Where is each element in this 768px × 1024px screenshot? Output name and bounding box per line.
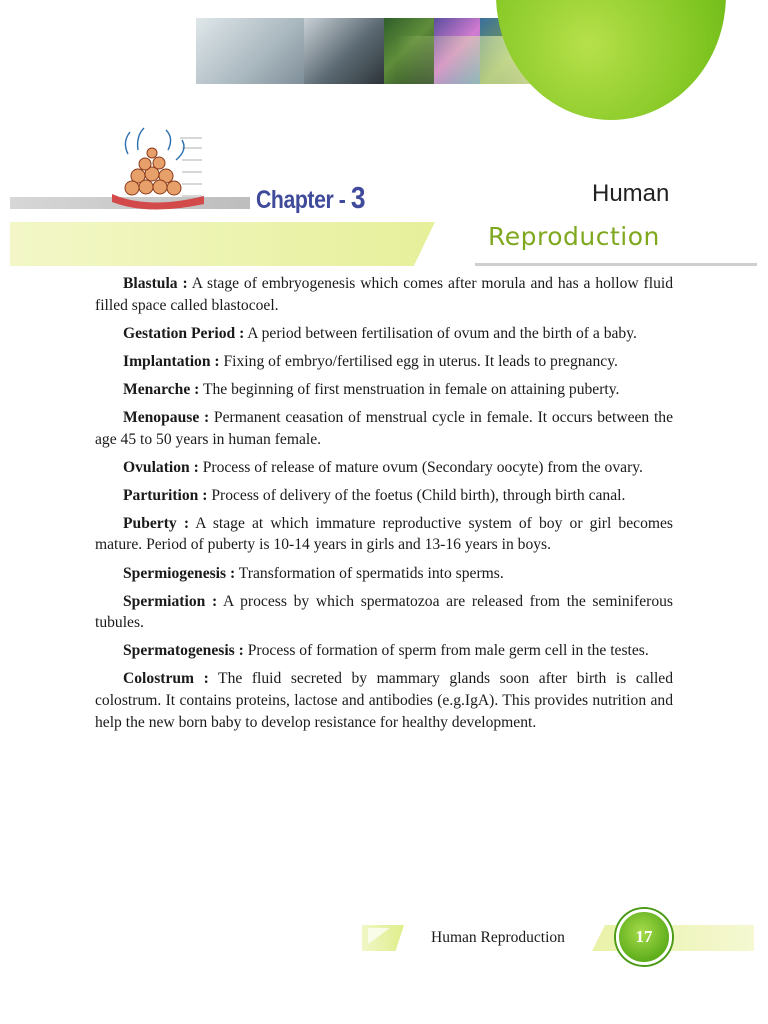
definition-term: Colostrum : (123, 670, 209, 688)
definition-text: A stage of embryogenesis which comes after morula and has a hollow fluid filled space called blastocoel. (95, 275, 673, 314)
definition-item (95, 457, 673, 479)
definition-term: Menarche : (123, 380, 200, 398)
definition-term: Spermiation : (123, 592, 218, 610)
definition-item (95, 513, 673, 556)
definition-item (95, 563, 673, 585)
definition-item (95, 323, 673, 345)
page-number-badge: 17 (616, 909, 672, 965)
definition-term: Implantation : (123, 352, 220, 370)
chapter-label (256, 180, 365, 216)
dna-photo (196, 18, 304, 84)
definition-text: Process of delivery of the foetus (Child birth), through birth canal. (207, 486, 626, 504)
definition-item (95, 485, 673, 507)
definition-text: The fluid secreted by mammary glands soon after birth is called colostrum. It contains proteins, lactose and antibodies (e.g.IgA). This provides nutrition and help the new born baby to develop resistance for healthy development. (95, 670, 673, 731)
definition-text: A stage at which immature reproductive system of boy or girl becomes mature. Period of puberty is 10-14 years in girls and 13-16 years in boys. (95, 514, 673, 554)
definition-text: A process by which spermatozoa are released from the seminiferous tubules. (95, 592, 673, 632)
definition-item (95, 640, 673, 662)
definition-item (95, 351, 673, 373)
definition-term: Spermatogenesis : (123, 642, 244, 660)
definition-text: Process of release of mature ovum (Secondary oocyte) from the ovary. (198, 458, 643, 476)
definition-text: Permanent ceasation of menstrual cycle in female. It occurs between the age 45 to 50 years in human female. (95, 408, 673, 448)
definition-term: Parturition : (123, 486, 208, 504)
chapter-number: 3 (350, 180, 366, 215)
definition-item (95, 668, 673, 733)
definition-item (95, 591, 673, 634)
definition-text: The beginning of first menstruation in female on attaining puberty. (199, 380, 620, 398)
definition-text: A period between fertilisation of ovum and the birth of a baby. (244, 324, 637, 342)
definition-item (95, 379, 673, 401)
yellow-title-band (10, 222, 435, 266)
definition-text: Transformation of spermatids into sperms. (235, 564, 504, 582)
definition-text: Fixing of embryo/fertilised egg in uterus. It leads to pregnancy. (219, 352, 618, 370)
definitions-list (95, 273, 673, 740)
title-underline-rule (475, 263, 757, 266)
definition-text: Process of formation of sperm from male germ cell in the testes. (243, 642, 649, 660)
definition-item (95, 273, 673, 316)
embryo-illustration (108, 124, 212, 212)
definition-term: Menopause : (123, 408, 210, 426)
microscope-photo (304, 18, 384, 84)
chapter-title-line1: Human (592, 180, 670, 207)
green-disc-decoration (496, 0, 726, 120)
chapter-title-line2: Reproduction (488, 222, 660, 251)
definition-term: Ovulation : (123, 458, 199, 476)
chapter-word: Chapter - (256, 186, 346, 214)
definition-term: Spermiogenesis : (123, 564, 236, 582)
footer-running-title: Human Reproduction (431, 929, 565, 946)
definition-term: Blastula : (123, 275, 188, 292)
definition-term: Gestation Period : (123, 324, 245, 342)
definition-item (95, 407, 673, 450)
definition-term: Puberty : (123, 514, 190, 532)
